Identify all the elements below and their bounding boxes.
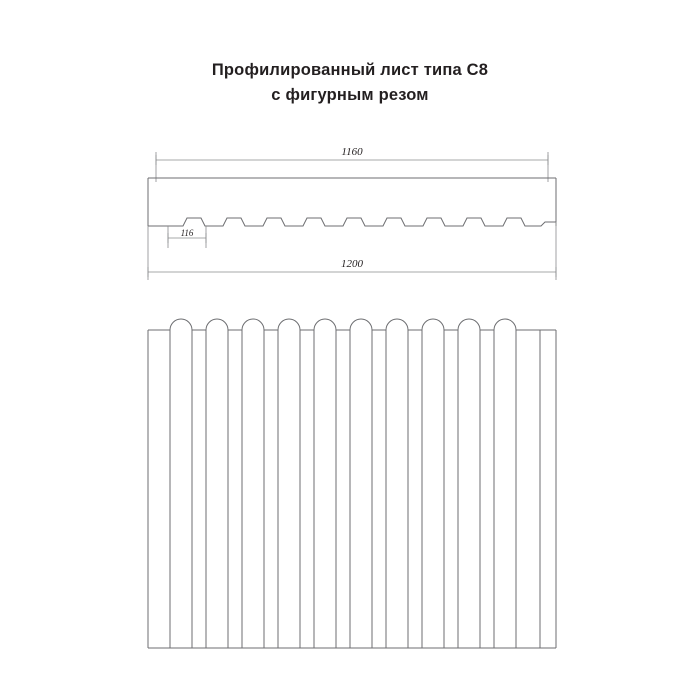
dimension-116 xyxy=(168,226,206,248)
title-line-1: Профилированный лист типа С8 xyxy=(211,61,489,79)
top-section-view xyxy=(148,146,556,280)
dimension-116-label: 116 xyxy=(180,228,194,238)
profile-section-outline xyxy=(148,178,556,226)
dimension-1160-label: 1160 xyxy=(341,146,363,158)
dimension-1200 xyxy=(148,222,556,280)
front-view-figured-cut xyxy=(148,319,556,648)
dimension-1200-label: 1200 xyxy=(341,258,363,270)
dimension-1160 xyxy=(156,146,548,182)
title-line-2: с фигурным резом xyxy=(271,86,429,104)
front-view-top-flats xyxy=(148,330,556,648)
